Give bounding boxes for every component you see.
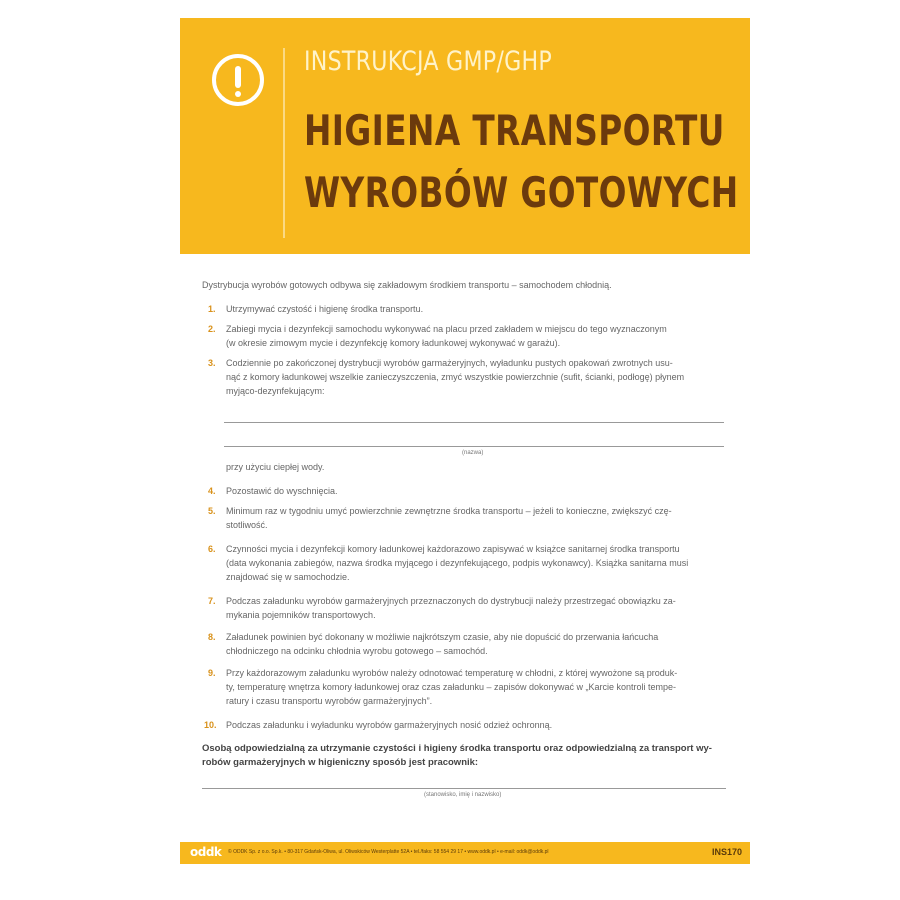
fill-label-name: (nazwa) (462, 450, 484, 456)
document-subtitle: INSTRUKCJA GMP/GHP (304, 46, 553, 77)
fill-line-person (202, 788, 726, 789)
fill-line-agent (224, 422, 724, 423)
fill-line-agent-2 (224, 446, 724, 447)
instruction-sheet (180, 18, 750, 870)
item-text: Codziennie po zakończonej dystrybucji wyrobów garmażeryjnych, wyładunku pustych opakowań zwrotnych usu- nąć z komory ładunkowej wszelkie zanieczyszczenia, zmyć wszystkie powierzchnie (sufit, ścianki, podłogę) płynem myjąco-dezynfekującym: (226, 358, 685, 396)
fill-label-person: (stanowisko, imię i nazwisko) (424, 792, 502, 798)
header-banner (180, 18, 750, 254)
item-text: Zabiegi mycia i dezynfekcji samochodu wykonywać na placu przed zakładem w miejscu do tego wyznaczonym (w okresie zimowym mycie i dezynfekcję komory ładunkowej wykonywać w garażu). (226, 324, 667, 348)
item-number: 7. (208, 596, 216, 606)
item-number: 6. (208, 544, 216, 554)
item-number: 4. (208, 486, 216, 496)
item-number: 5. (208, 506, 216, 516)
banner-divider (283, 48, 285, 238)
item-number: 9. (208, 668, 216, 678)
item-number: 1. (208, 304, 216, 314)
item-text: Podczas załadunku i wyładunku wyrobów garmażeryjnych nosić odzież ochronną. (226, 720, 553, 730)
footer-contact-text: © ODDK Sp. z o.o. Sp.k. • 80-317 Gdańsk-Oliwa, ul. Oliwskiców Westerplatte 52A • tel./faks: 58 554 29 17 • www.oddk.pl • e-mail: oddk@oddk.pl (228, 849, 549, 855)
item-text: Przy każdorazowym załadunku wyrobów należy odnotować temperaturę w chłodni, z której wywożone są produk- ty, temperaturę wnętrza komory ładunkowej oraz czas załadunku – zapisów dokonywać w „Karcie kontroli tempe- ratury i czasu transportu wyrobów garmażeryjnych”. (226, 668, 678, 706)
item-number: 2. (208, 324, 216, 334)
item-text: Utrzymywać czystość i higienę środka transportu. (226, 304, 424, 314)
continuation-text: przy użyciu ciepłej wody. (226, 462, 325, 472)
item-text: Podczas załadunku wyrobów garmażeryjnych przeznaczonych do dystrybucji należy przestrzegać obowiązku za- mykania pojemników transportowych. (226, 596, 676, 620)
item-number: 8. (208, 632, 216, 642)
item-text: Pozostawić do wyschnięcia. (226, 486, 338, 496)
responsible-person-text: Osobą odpowiedzialną za utrzymanie czystości i higieny środka transportu oraz odpowiedzialną za transport wy- robów garmażeryjnych w higieniczny sposób jest pracownik: (202, 743, 712, 768)
document-code: INS170 (711, 847, 742, 857)
footer-bar (180, 842, 750, 864)
document-title-line-2: WYROBÓW GOTOWYCH (304, 168, 739, 217)
document-title-line-1: HIGIENA TRANSPORTU (304, 106, 725, 155)
item-text: Czynności mycia i dezynfekcji komory ładunkowej każdorazowo zapisywać w książce sanitarnej środka transportu (data wykonania zabiegów, nazwa środka myjącego i dezynfekującego, podpis wykonawcy). Książka sanitarna musi znajdować się w samochodzie. (226, 544, 689, 582)
item-text: Załadunek powinien być dokonany w możliwie najkrótszym czasie, aby nie dopuścić do przerwania łańcucha chłodniczego na odcinku chłodnia wyrobu gotowego – samochód. (226, 632, 659, 656)
item-text: Minimum raz w tygodniu umyć powierzchnie zewnętrzne środka transportu – jeżeli to konieczne, zwiększyć czę- stotliwość. (226, 506, 672, 530)
item-number: 3. (208, 358, 216, 368)
item-number: 10. (204, 720, 217, 730)
company-logo: oddk (190, 845, 222, 859)
exclamation-circle-icon (212, 54, 264, 106)
intro-text: Dystrybucja wyrobów gotowych odbywa się zakładowym środkiem transportu – samochodem chłodnią. (202, 280, 612, 290)
